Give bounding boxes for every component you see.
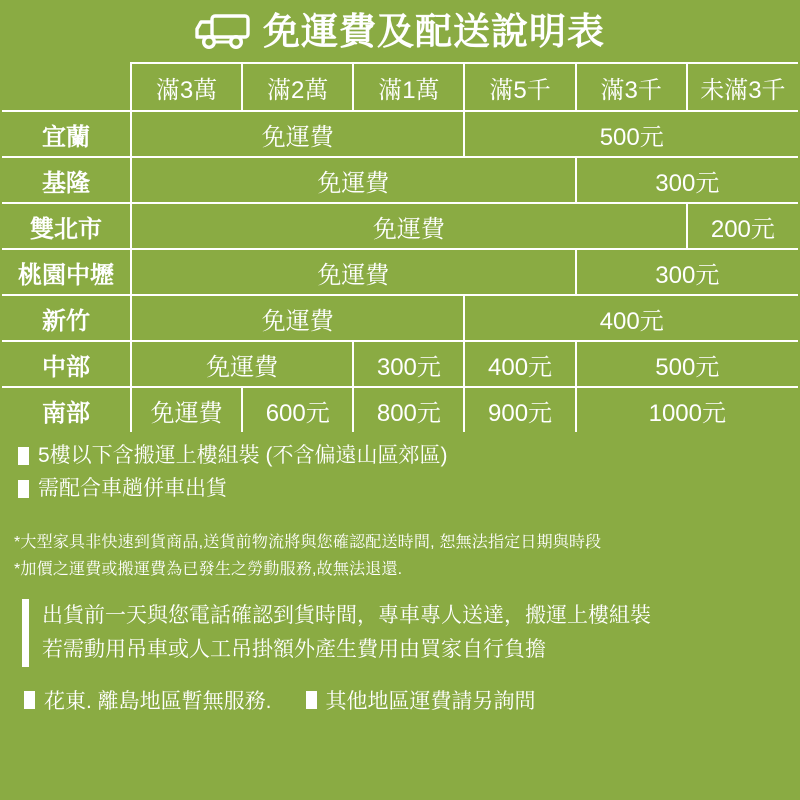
cell-4-1: 400元: [464, 295, 798, 341]
square-bullet-icon: [306, 691, 317, 709]
cell-0-0: 免運費: [131, 111, 464, 157]
table-row: [2, 295, 798, 341]
small-note-text: *加價之運費或搬運費為已發生之勞動服務,故無法退還.: [14, 561, 403, 579]
col-header-2: 滿1萬: [353, 63, 464, 111]
note-item: [18, 473, 800, 506]
cell-0-1: 500元: [464, 111, 798, 157]
table-row: [2, 203, 798, 249]
row-label-0: 宜蘭: [2, 111, 131, 157]
note-text: 5樓以下含搬運上樓組裝 (不含偏遠山區郊區): [38, 444, 448, 467]
table-row: [2, 387, 798, 432]
page-title: 免運費及配送說明表: [263, 10, 605, 52]
col-header-0: 滿3萬: [131, 63, 242, 111]
truck-icon: [195, 11, 253, 51]
small-notes-list: [0, 505, 800, 583]
table-row: [2, 157, 798, 203]
cell-5-2: 400元: [464, 341, 575, 387]
col-header-4: 滿3千: [576, 63, 687, 111]
note-text: 需配合車趟併車出貨: [38, 476, 227, 500]
table-body: [2, 111, 798, 432]
cell-6-0: 免運費: [131, 387, 242, 432]
cell-2-1: 200元: [687, 203, 798, 249]
shipping-fee-table: [2, 62, 798, 432]
square-bullet-icon: [18, 447, 29, 465]
square-bullet-icon: [24, 691, 35, 709]
footer-note-item: [24, 685, 272, 715]
highlight-block: [22, 599, 800, 666]
table-row: [2, 249, 798, 295]
row-label-3: 桃園中壢: [2, 249, 131, 295]
footer-note-item: [306, 685, 536, 715]
footer-note-text: 其他地區運費請另詢問: [325, 689, 536, 713]
highlight-line: 若需動用吊車或人工吊掛額外產生費用由買家自行負擔: [42, 638, 546, 662]
table-row: [2, 111, 798, 157]
cell-3-1: 300元: [576, 249, 798, 295]
cell-1-1: 300元: [576, 157, 798, 203]
cell-4-0: 免運費: [131, 295, 464, 341]
notes-list: [0, 432, 800, 505]
cell-2-0: 免運費: [131, 203, 687, 249]
page-title-row: [0, 0, 800, 62]
row-label-6: 南部: [2, 387, 131, 432]
table-row: [2, 341, 798, 387]
cell-5-3: 500元: [576, 341, 798, 387]
footer-note-text: 花東. 離島地區暫無服務.: [44, 689, 272, 713]
row-label-5: 中部: [2, 341, 131, 387]
row-label-2: 雙北市: [2, 203, 131, 249]
note-item: [18, 440, 800, 473]
cell-6-4: 1000元: [576, 387, 798, 432]
cell-5-1: 300元: [353, 341, 464, 387]
table-corner-cell: [2, 63, 131, 111]
small-note-text: *大型家具非快速到貨商品,送貨前物流將與您確認配送時間, 恕無法指定日期與時段: [14, 534, 602, 552]
square-bullet-icon: [18, 480, 29, 498]
col-header-1: 滿2萬: [242, 63, 353, 111]
cell-5-0: 免運費: [131, 341, 353, 387]
footer-notes: [0, 667, 800, 715]
col-header-3: 滿5千: [464, 63, 575, 111]
cell-3-0: 免運費: [131, 249, 576, 295]
table-header-row: [2, 63, 798, 111]
cell-1-0: 免運費: [131, 157, 576, 203]
highlight-line: 出貨前一天與您電話確認到貨時間，專車專人送達，搬運上樓組裝: [42, 604, 651, 628]
table-header: [2, 63, 798, 111]
row-label-1: 基隆: [2, 157, 131, 203]
cell-6-1: 600元: [242, 387, 353, 432]
col-header-5: 未滿3千: [687, 63, 798, 111]
cell-6-3: 900元: [464, 387, 575, 432]
row-label-4: 新竹: [2, 295, 131, 341]
fee-table-wrapper: [0, 62, 800, 432]
cell-6-2: 800元: [353, 387, 464, 432]
